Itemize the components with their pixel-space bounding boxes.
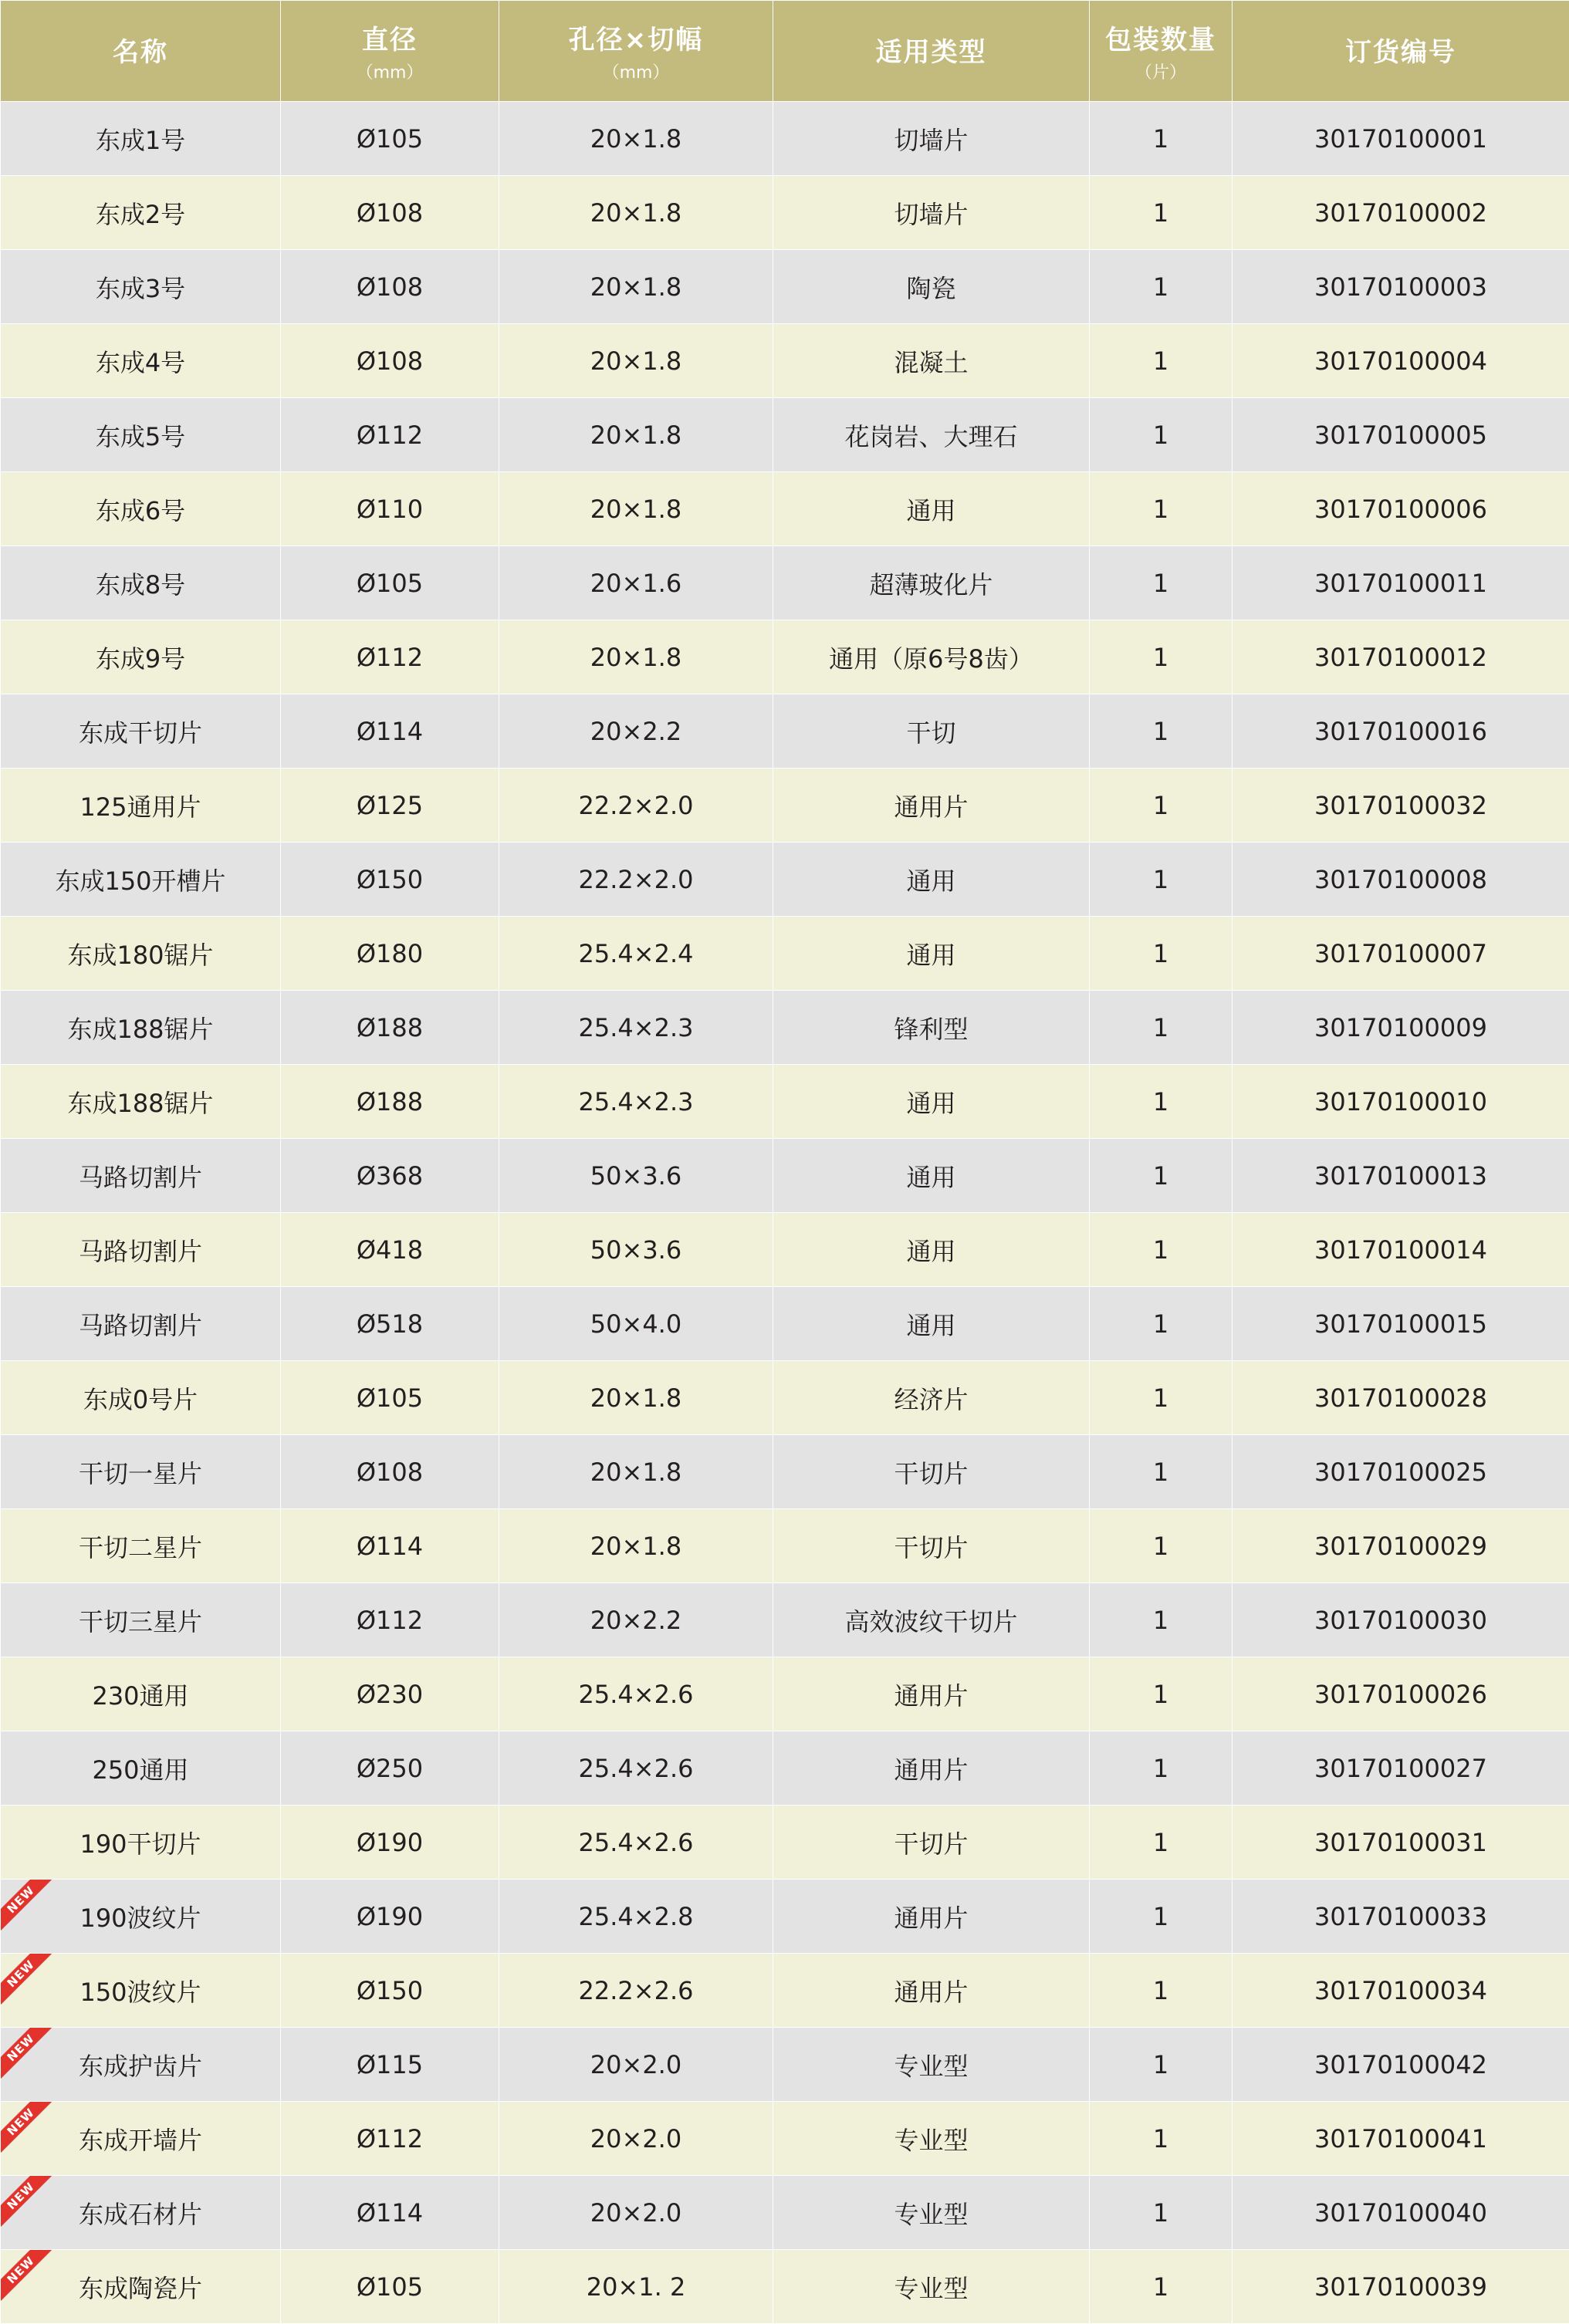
cell-name-text: 东成8号 <box>96 570 185 600</box>
cell-name-text: 东成4号 <box>96 348 185 377</box>
cell-name-text: 150波纹片 <box>79 1978 201 2007</box>
cell-quantity: 1 <box>1090 768 1233 843</box>
table-row <box>1 472 1569 546</box>
cell-order-code: 30170100029 <box>1233 1509 1569 1583</box>
cell-name <box>1 1361 281 1435</box>
cell-bore: 20×1.8 <box>499 176 773 250</box>
new-badge-icon <box>1 1954 58 2011</box>
cell-bore: 22.2×2.0 <box>499 768 773 843</box>
cell-diameter: Ø190 <box>281 1805 499 1880</box>
cell-type: 专业型 <box>773 2250 1090 2324</box>
cell-bore: 25.4×2.6 <box>499 1805 773 1880</box>
cell-type: 通用片 <box>773 768 1090 843</box>
cell-name <box>1 1954 281 2028</box>
table-row <box>1 176 1569 250</box>
cell-diameter: Ø368 <box>281 1139 499 1213</box>
table-row <box>1 102 1569 176</box>
cell-name-text: 190干切片 <box>79 1829 201 1859</box>
cell-bore: 20×1.8 <box>499 620 773 694</box>
table-row <box>1 1805 1569 1880</box>
cell-order-code: 30170100002 <box>1233 176 1569 250</box>
cell-diameter: Ø115 <box>281 2028 499 2102</box>
cell-name <box>1 176 281 250</box>
cell-bore: 20×2.0 <box>499 2176 773 2250</box>
cell-order-code: 30170100003 <box>1233 250 1569 324</box>
cell-diameter: Ø150 <box>281 1954 499 2028</box>
cell-diameter: Ø190 <box>281 1880 499 1954</box>
cell-name-text: 马路切割片 <box>79 1237 202 1266</box>
column-header-type-label: 适用类型 <box>876 37 987 68</box>
cell-quantity: 1 <box>1090 546 1233 620</box>
cell-name <box>1 324 281 398</box>
cell-name <box>1 1287 281 1361</box>
cell-diameter: Ø108 <box>281 1435 499 1509</box>
cell-bore: 20×1.8 <box>499 102 773 176</box>
cell-name <box>1 250 281 324</box>
cell-name-text: 东成180锯片 <box>67 941 213 970</box>
cell-name <box>1 1805 281 1880</box>
table-row <box>1 1213 1569 1287</box>
column-header-diameter-unit: （mm） <box>281 59 499 83</box>
cell-type: 通用 <box>773 1139 1090 1213</box>
cell-name-text: 东成9号 <box>96 644 185 674</box>
cell-order-code: 30170100007 <box>1233 917 1569 991</box>
cell-name-text: 东成护齿片 <box>79 2052 202 2081</box>
cell-quantity: 1 <box>1090 620 1233 694</box>
cell-diameter: Ø188 <box>281 991 499 1065</box>
cell-diameter: Ø105 <box>281 102 499 176</box>
cell-quantity: 1 <box>1090 1213 1233 1287</box>
cell-bore: 20×1.8 <box>499 1509 773 1583</box>
cell-order-code: 30170100006 <box>1233 472 1569 546</box>
cell-name <box>1 843 281 917</box>
cell-name <box>1 1213 281 1287</box>
cell-type: 混凝土 <box>773 324 1090 398</box>
cell-bore: 20×2.2 <box>499 694 773 768</box>
cell-name <box>1 2102 281 2176</box>
cell-quantity: 1 <box>1090 102 1233 176</box>
cell-quantity: 1 <box>1090 1139 1233 1213</box>
cell-name-text: 东成干切片 <box>79 718 202 748</box>
cell-type: 干切片 <box>773 1509 1090 1583</box>
cell-diameter: Ø108 <box>281 250 499 324</box>
cell-type: 超薄玻化片 <box>773 546 1090 620</box>
cell-diameter: Ø125 <box>281 768 499 843</box>
new-badge-label: NEW <box>1 2028 57 2084</box>
cell-quantity: 1 <box>1090 250 1233 324</box>
table-row <box>1 546 1569 620</box>
cell-diameter: Ø112 <box>281 2102 499 2176</box>
cell-type: 高效波纹干切片 <box>773 1583 1090 1657</box>
new-badge-icon <box>1 2250 58 2307</box>
new-badge-label: NEW <box>1 1954 57 2010</box>
table-row <box>1 1287 1569 1361</box>
table-row <box>1 398 1569 472</box>
cell-diameter: Ø108 <box>281 176 499 250</box>
cell-quantity: 1 <box>1090 991 1233 1065</box>
cell-name <box>1 1509 281 1583</box>
new-badge-label: NEW <box>1 2102 57 2158</box>
cell-name <box>1 768 281 843</box>
column-header-qty-unit: （片） <box>1090 59 1232 83</box>
table-row <box>1 1065 1569 1139</box>
cell-name <box>1 1583 281 1657</box>
cell-name <box>1 1880 281 1954</box>
cell-quantity: 1 <box>1090 843 1233 917</box>
cell-bore: 20×2.0 <box>499 2102 773 2176</box>
cell-order-code: 30170100008 <box>1233 843 1569 917</box>
cell-quantity: 1 <box>1090 1583 1233 1657</box>
column-header-type <box>773 1 1090 102</box>
table-row <box>1 620 1569 694</box>
table-row <box>1 1509 1569 1583</box>
cell-diameter: Ø105 <box>281 1361 499 1435</box>
cell-name-text: 马路切割片 <box>79 1163 202 1192</box>
cell-name <box>1 2250 281 2324</box>
cell-quantity: 1 <box>1090 324 1233 398</box>
cell-quantity: 1 <box>1090 1880 1233 1954</box>
cell-order-code: 30170100027 <box>1233 1731 1569 1805</box>
cell-bore: 25.4×2.6 <box>499 1657 773 1731</box>
cell-diameter: Ø110 <box>281 472 499 546</box>
cell-type: 切墙片 <box>773 176 1090 250</box>
cell-quantity: 1 <box>1090 2250 1233 2324</box>
table-row <box>1 991 1569 1065</box>
cell-order-code: 30170100030 <box>1233 1583 1569 1657</box>
cell-order-code: 30170100026 <box>1233 1657 1569 1731</box>
cell-type: 通用 <box>773 1213 1090 1287</box>
cell-quantity: 1 <box>1090 694 1233 768</box>
cell-diameter: Ø230 <box>281 1657 499 1731</box>
cell-bore: 25.4×2.4 <box>499 917 773 991</box>
cell-type: 锋利型 <box>773 991 1090 1065</box>
cell-bore: 20×2.0 <box>499 2028 773 2102</box>
table-row <box>1 2250 1569 2324</box>
column-header-diameter-label: 直径 <box>362 25 418 56</box>
cell-name <box>1 2176 281 2250</box>
cell-quantity: 1 <box>1090 1509 1233 1583</box>
column-header-code <box>1233 1 1569 102</box>
cell-order-code: 30170100011 <box>1233 546 1569 620</box>
cell-bore: 20×1.8 <box>499 398 773 472</box>
cell-diameter: Ø105 <box>281 546 499 620</box>
cell-quantity: 1 <box>1090 1361 1233 1435</box>
cell-bore: 20×1.8 <box>499 250 773 324</box>
cell-order-code: 30170100041 <box>1233 2102 1569 2176</box>
cell-name-text: 190波纹片 <box>79 1903 201 1933</box>
cell-diameter: Ø180 <box>281 917 499 991</box>
cell-name-text: 125通用片 <box>79 792 201 822</box>
cell-diameter: Ø188 <box>281 1065 499 1139</box>
column-header-name-label: 名称 <box>113 37 168 68</box>
column-header-bore-label: 孔径×切幅 <box>569 25 704 56</box>
cell-diameter: Ø518 <box>281 1287 499 1361</box>
column-header-diameter <box>281 1 499 102</box>
cell-name <box>1 546 281 620</box>
cell-bore: 25.4×2.6 <box>499 1731 773 1805</box>
cell-diameter: Ø108 <box>281 324 499 398</box>
table-row <box>1 1657 1569 1731</box>
column-header-qty <box>1090 1 1233 102</box>
cell-name-text: 干切二星片 <box>79 1533 202 1562</box>
cell-quantity: 1 <box>1090 1805 1233 1880</box>
cell-name <box>1 694 281 768</box>
cell-type: 通用片 <box>773 1954 1090 2028</box>
cell-name-text: 东成3号 <box>96 274 185 303</box>
cell-order-code: 30170100039 <box>1233 2250 1569 2324</box>
cell-name-text: 东成陶瓷片 <box>79 2274 202 2303</box>
new-badge-icon <box>1 2176 58 2233</box>
cell-bore: 25.4×2.8 <box>499 1880 773 1954</box>
table-row <box>1 694 1569 768</box>
column-header-bore-unit: （mm） <box>499 59 773 83</box>
cell-diameter: Ø114 <box>281 694 499 768</box>
cell-bore: 20×1.8 <box>499 1435 773 1509</box>
cell-type: 干切片 <box>773 1805 1090 1880</box>
cell-type: 通用 <box>773 843 1090 917</box>
cell-type: 通用 <box>773 472 1090 546</box>
column-header-code-label: 订货编号 <box>1345 37 1456 68</box>
cell-type: 干切 <box>773 694 1090 768</box>
cell-order-code: 30170100031 <box>1233 1805 1569 1880</box>
cell-order-code: 30170100040 <box>1233 2176 1569 2250</box>
new-badge-icon <box>1 1880 58 1937</box>
cell-name-text: 东成开墙片 <box>79 2126 202 2155</box>
cell-order-code: 30170100034 <box>1233 1954 1569 2028</box>
table-row <box>1 1880 1569 1954</box>
cell-quantity: 1 <box>1090 398 1233 472</box>
cell-diameter: Ø114 <box>281 1509 499 1583</box>
cell-quantity: 1 <box>1090 917 1233 991</box>
cell-name <box>1 917 281 991</box>
cell-type: 专业型 <box>773 2176 1090 2250</box>
cell-name-text: 马路切割片 <box>79 1311 202 1340</box>
cell-quantity: 1 <box>1090 2028 1233 2102</box>
cell-name-text: 东成石材片 <box>79 2200 202 2229</box>
cell-type: 通用 <box>773 917 1090 991</box>
cell-name-text: 东成6号 <box>96 496 185 525</box>
cell-order-code: 30170100010 <box>1233 1065 1569 1139</box>
new-badge-label: NEW <box>1 1880 57 1936</box>
cell-order-code: 30170100025 <box>1233 1435 1569 1509</box>
cell-type: 切墙片 <box>773 102 1090 176</box>
cell-bore: 50×4.0 <box>499 1287 773 1361</box>
cell-quantity: 1 <box>1090 176 1233 250</box>
table-body <box>1 102 1569 2324</box>
cell-name-text: 东成0号片 <box>83 1385 198 1414</box>
cell-order-code: 30170100004 <box>1233 324 1569 398</box>
cell-name <box>1 1065 281 1139</box>
cell-order-code: 30170100014 <box>1233 1213 1569 1287</box>
table-row <box>1 917 1569 991</box>
cell-type: 通用片 <box>773 1880 1090 1954</box>
cell-diameter: Ø112 <box>281 398 499 472</box>
cell-quantity: 1 <box>1090 2102 1233 2176</box>
cell-type: 通用（原6号8齿） <box>773 620 1090 694</box>
cell-bore: 20×1.8 <box>499 1361 773 1435</box>
table-row <box>1 1139 1569 1213</box>
cell-order-code: 30170100005 <box>1233 398 1569 472</box>
cell-bore: 20×1.8 <box>499 472 773 546</box>
table-row <box>1 250 1569 324</box>
cell-name <box>1 398 281 472</box>
cell-type: 陶瓷 <box>773 250 1090 324</box>
cell-type: 专业型 <box>773 2102 1090 2176</box>
cell-bore: 25.4×2.3 <box>499 1065 773 1139</box>
cell-name-text: 干切一星片 <box>79 1459 202 1488</box>
cell-quantity: 1 <box>1090 1287 1233 1361</box>
table-row <box>1 2102 1569 2176</box>
cell-name <box>1 2028 281 2102</box>
cell-diameter: Ø112 <box>281 1583 499 1657</box>
cell-order-code: 30170100013 <box>1233 1139 1569 1213</box>
cell-name-text: 250通用 <box>92 1755 188 1785</box>
table-row <box>1 1435 1569 1509</box>
cell-quantity: 1 <box>1090 1435 1233 1509</box>
new-badge-icon <box>1 2102 58 2159</box>
cell-name <box>1 620 281 694</box>
cell-name <box>1 102 281 176</box>
cell-name-text: 东成1号 <box>96 126 185 155</box>
cell-diameter: Ø105 <box>281 2250 499 2324</box>
table-row <box>1 768 1569 843</box>
cell-name <box>1 1657 281 1731</box>
cell-bore: 20×2.2 <box>499 1583 773 1657</box>
table-row <box>1 324 1569 398</box>
cell-name-text: 东成188锯片 <box>67 1015 213 1044</box>
table-row <box>1 843 1569 917</box>
cell-quantity: 1 <box>1090 1065 1233 1139</box>
new-badge-label: NEW <box>1 2250 57 2306</box>
cell-name <box>1 472 281 546</box>
cell-type: 花岗岩、大理石 <box>773 398 1090 472</box>
table-row <box>1 1583 1569 1657</box>
cell-name-text: 东成5号 <box>96 422 185 451</box>
cell-name-text: 东成2号 <box>96 200 185 229</box>
cell-order-code: 30170100032 <box>1233 768 1569 843</box>
cell-diameter: Ø114 <box>281 2176 499 2250</box>
cell-bore: 20×1.8 <box>499 324 773 398</box>
cell-type: 专业型 <box>773 2028 1090 2102</box>
cell-bore: 22.2×2.6 <box>499 1954 773 2028</box>
cell-order-code: 30170100016 <box>1233 694 1569 768</box>
cell-name-text: 干切三星片 <box>79 1607 202 1637</box>
new-badge-label: NEW <box>1 2176 57 2232</box>
column-header-qty-label: 包装数量 <box>1105 25 1216 56</box>
cell-type: 通用片 <box>773 1657 1090 1731</box>
cell-diameter: Ø112 <box>281 620 499 694</box>
cell-order-code: 30170100033 <box>1233 1880 1569 1954</box>
table-row <box>1 2028 1569 2102</box>
table-row <box>1 1361 1569 1435</box>
cell-quantity: 1 <box>1090 1954 1233 2028</box>
cell-bore: 20×1. 2 <box>499 2250 773 2324</box>
cell-order-code: 30170100042 <box>1233 2028 1569 2102</box>
cell-order-code: 30170100001 <box>1233 102 1569 176</box>
column-header-name <box>1 1 281 102</box>
cell-name-text: 230通用 <box>92 1681 188 1711</box>
cell-diameter: Ø418 <box>281 1213 499 1287</box>
table-row <box>1 1731 1569 1805</box>
cell-diameter: Ø250 <box>281 1731 499 1805</box>
cell-bore: 20×1.6 <box>499 546 773 620</box>
cell-name-text: 东成150开槽片 <box>55 866 225 896</box>
cell-name <box>1 1435 281 1509</box>
cell-quantity: 1 <box>1090 2176 1233 2250</box>
cell-diameter: Ø150 <box>281 843 499 917</box>
header-row <box>1 1 1569 102</box>
cell-type: 通用 <box>773 1287 1090 1361</box>
cell-order-code: 30170100012 <box>1233 620 1569 694</box>
table-header <box>1 1 1569 102</box>
cell-bore: 22.2×2.0 <box>499 843 773 917</box>
cell-order-code: 30170100009 <box>1233 991 1569 1065</box>
cell-bore: 25.4×2.3 <box>499 991 773 1065</box>
cell-order-code: 30170100015 <box>1233 1287 1569 1361</box>
cell-quantity: 1 <box>1090 1657 1233 1731</box>
table-row <box>1 1954 1569 2028</box>
cell-name <box>1 991 281 1065</box>
cell-name <box>1 1731 281 1805</box>
new-badge-icon <box>1 2028 58 2085</box>
cell-bore: 50×3.6 <box>499 1139 773 1213</box>
cell-quantity: 1 <box>1090 472 1233 546</box>
cell-type: 干切片 <box>773 1435 1090 1509</box>
cell-type: 通用 <box>773 1065 1090 1139</box>
table-row <box>1 2176 1569 2250</box>
cell-name-text: 东成188锯片 <box>67 1089 213 1118</box>
cell-name <box>1 1139 281 1213</box>
column-header-bore <box>499 1 773 102</box>
cell-quantity: 1 <box>1090 1731 1233 1805</box>
cell-type: 通用片 <box>773 1731 1090 1805</box>
cell-order-code: 30170100028 <box>1233 1361 1569 1435</box>
cell-bore: 50×3.6 <box>499 1213 773 1287</box>
cell-type: 经济片 <box>773 1361 1090 1435</box>
